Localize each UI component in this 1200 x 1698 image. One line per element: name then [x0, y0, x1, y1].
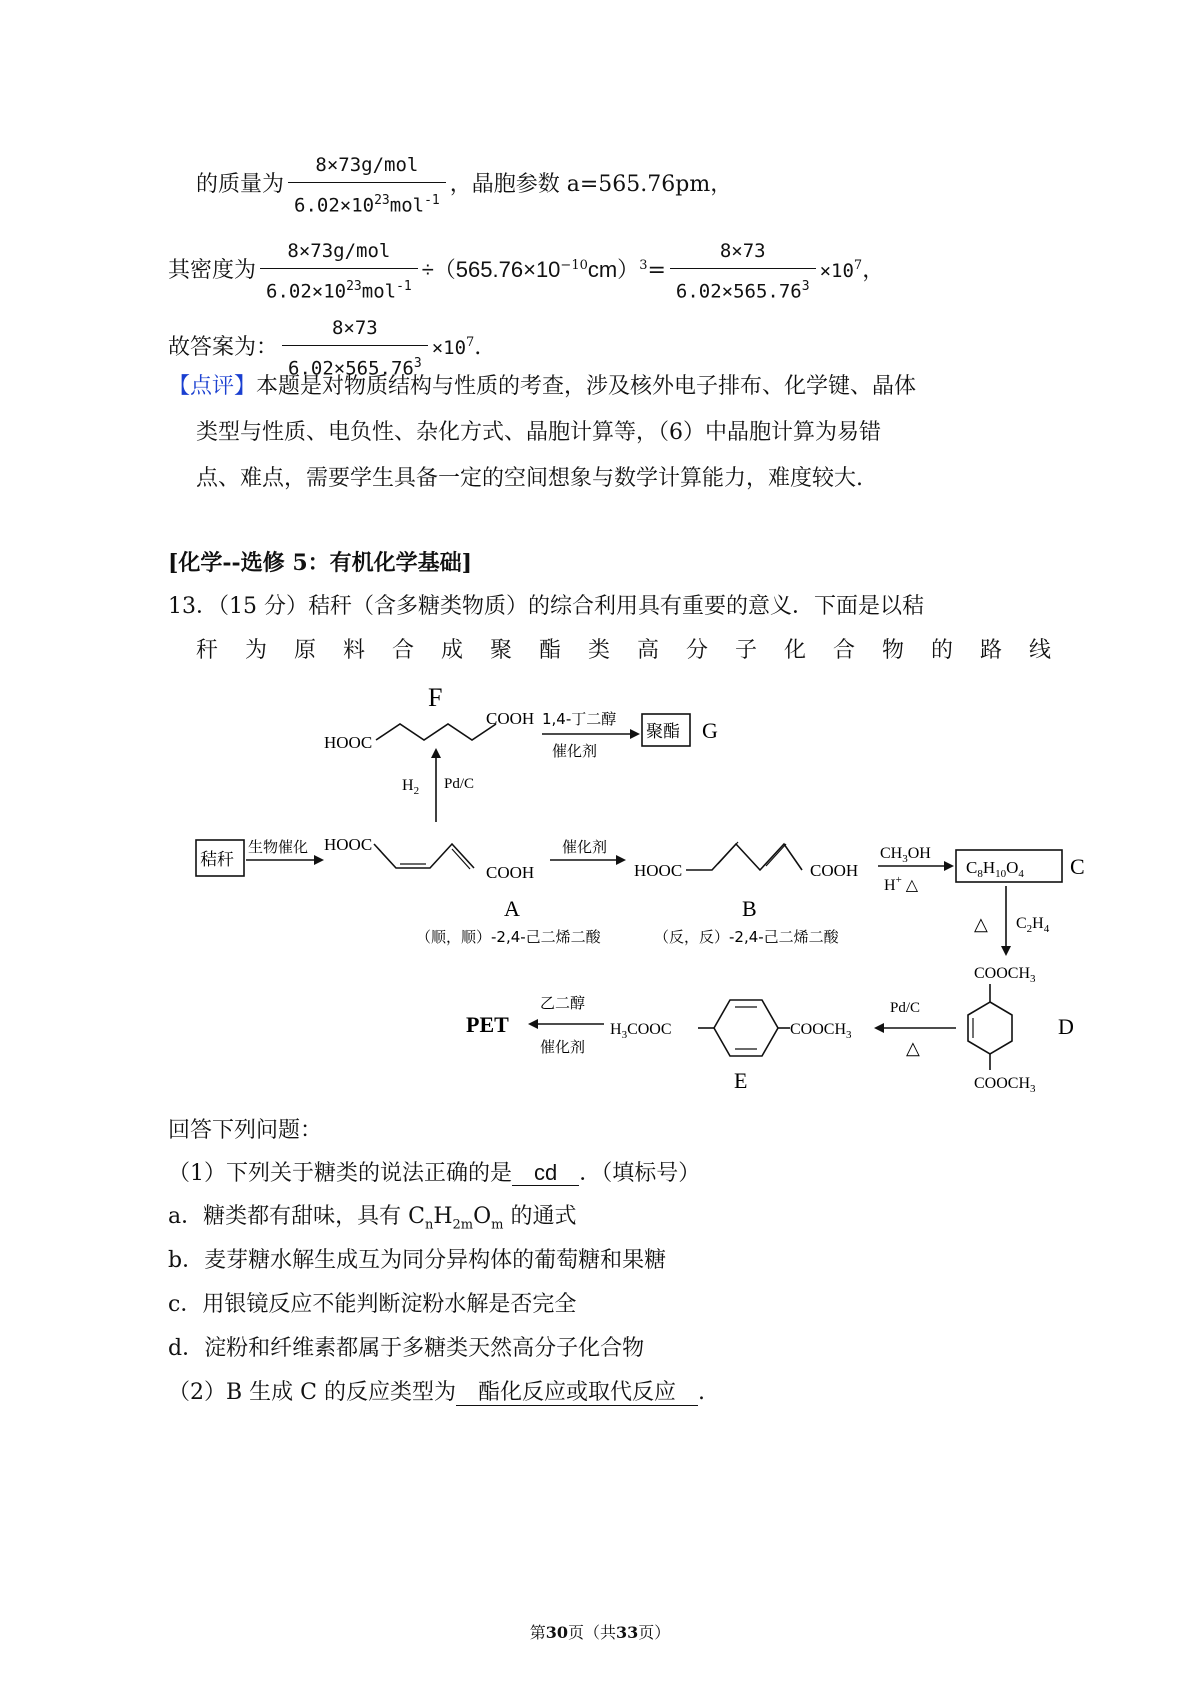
option-a — [168, 1202, 577, 1240]
mass-den-exp: 23 — [374, 193, 390, 208]
density-mid-b: cm） — [587, 257, 640, 283]
mass-prefix: 的质量为 — [196, 172, 285, 198]
scheme-g-label: G — [702, 718, 718, 743]
option-c: c．用银镜反应不能判断淀粉水解是否完全 — [168, 1292, 577, 1317]
scheme-b-double-2 — [766, 844, 786, 866]
question-intro: 回答下列问题： — [168, 1118, 323, 1143]
scheme-catalyst-2: 催化剂 — [562, 838, 608, 856]
option-a-suffix: 的通式 — [503, 1204, 577, 1229]
scheme-bio-arrow-head — [314, 855, 324, 865]
q2-prefix: （2）B 生成 C 的反应类型为 — [168, 1380, 456, 1405]
scheme-a-right: COOH — [486, 863, 535, 882]
scheme-meoh-a: CH — [880, 845, 903, 862]
page-footer — [0, 1620, 1200, 1643]
scheme-c-label: C — [1070, 854, 1085, 879]
scheme-pet-arrow-head — [528, 1019, 538, 1029]
scheme-delta-2: △ — [974, 914, 988, 934]
section-title: [化学--选修 5：有机化学基础] — [168, 550, 473, 576]
scheme-delta-3: △ — [906, 1038, 920, 1058]
q1-prefix: （1）下列关于糖类的说法正确的是 — [168, 1161, 512, 1186]
density-answer-fraction — [670, 236, 816, 306]
scheme-d-bottom-a: COOCH — [974, 1075, 1031, 1092]
scheme-meoh-arrow-head — [944, 861, 954, 871]
answer-num: 8×73 — [282, 313, 428, 346]
scheme-ethylene-sub1: 2 — [1026, 923, 1033, 935]
density-numerator: 8×73g/mol — [260, 236, 418, 269]
q2-line — [168, 1378, 705, 1408]
q2-answer: 酯化反应或取代反应 — [456, 1380, 698, 1406]
density-times-ten: ×10 — [819, 260, 854, 283]
scheme-e-left-sub: 3 — [621, 1029, 628, 1041]
answer-den-exp: 3 — [413, 356, 422, 371]
footer-c: 页） — [638, 1623, 671, 1642]
scheme-catalyst-3: 催化剂 — [540, 1038, 586, 1056]
scheme-hplus-a: H — [884, 877, 896, 894]
density-den-a: 6.02×10 — [266, 280, 347, 303]
scheme-c-d-arrow-head — [1001, 946, 1011, 956]
scheme-h2-sub: 2 — [413, 785, 420, 797]
mass-fraction — [288, 150, 446, 220]
scheme-polyester: 聚酯 — [646, 722, 680, 742]
scheme-c-sub1: 8 — [977, 868, 983, 880]
scheme-b-chain — [686, 844, 802, 870]
scheme-a-name: （顺，顺）-2,4-己二烯二酸 — [416, 928, 601, 946]
density-fraction — [260, 236, 418, 306]
answer-den-a: 6.02×565.76 — [288, 357, 414, 380]
q1-line — [168, 1158, 700, 1189]
density-mid-exp: −10 — [560, 257, 588, 273]
q1-answer: cd — [512, 1160, 579, 1186]
q2-suffix: . — [698, 1380, 705, 1405]
density-prefix: 其密度为 — [168, 258, 257, 284]
scheme-ethylene-a: C — [1016, 915, 1027, 932]
scheme-f-arrow-head — [630, 729, 640, 739]
question-line-1: 13．（15 分）秸秆（含多糖类物质）的综合利用具有重要的意义．下面是以秸 — [168, 594, 924, 619]
answer-times-ten-exp: 7 — [466, 334, 475, 350]
mass-line — [196, 150, 732, 220]
scheme-straw: 秸秆 — [200, 850, 234, 870]
scheme-delta-1: △ — [905, 877, 919, 894]
scheme-a-label: A — [504, 896, 520, 921]
scheme-bio: 生物催化 — [248, 838, 309, 856]
scheme-c-sub2: 10 — [995, 868, 1007, 880]
scheme-meoh-b: OH — [907, 845, 931, 862]
q1-suffix: ．（填标号） — [579, 1161, 701, 1186]
comment-text-2: 类型与性质、电负性、杂化方式、晶胞计算等，（6）中晶胞计算为易错 — [196, 420, 881, 445]
density-times-ten-exp: 7 — [853, 257, 863, 273]
mass-suffix: ，晶胞参数 a=565.76pm， — [449, 172, 733, 198]
scheme-f-label: F — [428, 683, 443, 712]
scheme-d-e-arrow-head — [874, 1023, 884, 1033]
scheme-d-ring — [968, 1002, 1012, 1054]
scheme-meoh — [880, 845, 931, 865]
question-line-2: 秆为原料合成聚酯类高分子化合物的路线 — [196, 638, 1079, 663]
scheme-d-label: D — [1058, 1014, 1074, 1039]
scheme-b-left: HOOC — [634, 861, 683, 880]
scheme-h2-a: H — [402, 777, 414, 794]
option-d: d．淀粉和纤维素都属于多糖类天然高分子化合物 — [168, 1336, 645, 1361]
scheme-c-formula — [966, 858, 1024, 880]
scheme-glycol: 乙二醇 — [540, 994, 586, 1012]
scheme-e-right-a: COOCH — [790, 1021, 847, 1038]
mass-den-b: mol — [389, 194, 425, 217]
comment-text-3: 点、难点，需要学生具备一定的空间想象与数学计算能力，难度较大. — [196, 466, 863, 491]
scheme-e-label: E — [734, 1068, 748, 1093]
scheme-cat2-arrow-head — [616, 855, 626, 865]
scheme-e-left — [610, 1021, 672, 1041]
comment-line-1 — [168, 372, 916, 402]
scheme-d-top — [974, 965, 1036, 985]
footer-a: 第 — [529, 1623, 546, 1642]
comment-text-1: 本题是对物质结构与性质的考查，涉及核外电子排布、化学键、晶体 — [256, 374, 917, 399]
scheme-c-b: H — [982, 858, 996, 877]
option-a-n: n — [424, 1217, 434, 1233]
scheme-d-top-a: COOCH — [974, 965, 1031, 982]
scheme-a-left: HOOC — [324, 835, 373, 854]
scheme-b-right: COOH — [810, 861, 859, 880]
density-end: ， — [862, 258, 885, 284]
scheme-d-bottom — [974, 1075, 1036, 1095]
density-mid-exp3: 3 — [639, 257, 648, 273]
scheme-f-right: COOH — [486, 709, 535, 728]
footer-total: 33 — [616, 1623, 639, 1642]
comment-tag: 【点评】 — [168, 374, 257, 399]
option-a-2m: 2m — [452, 1217, 474, 1233]
density-mid: ÷（565.76×10 — [421, 257, 561, 283]
option-a-o: O — [473, 1204, 492, 1229]
scheme-b-double-1 — [718, 842, 738, 864]
density-ans-den-a: 6.02×565.76 — [675, 280, 802, 303]
footer-page: 30 — [545, 1623, 568, 1642]
answer-end: . — [474, 335, 482, 361]
mass-denominator — [288, 183, 446, 220]
scheme-d-top-sub: 3 — [1030, 973, 1036, 985]
scheme-ethylene — [1016, 915, 1050, 935]
density-ans-den-exp: 3 — [801, 279, 810, 294]
option-a-prefix: a．糖类都有甜味，具有 C — [168, 1204, 425, 1229]
density-eq: = — [647, 258, 666, 284]
scheme-hplus-sup: + — [895, 874, 902, 886]
answer-times-ten: ×10 — [431, 337, 467, 360]
option-a-m: m — [491, 1217, 504, 1233]
mass-numerator: 8×73g/mol — [288, 150, 446, 183]
scheme-e-ring — [714, 1000, 778, 1056]
scheme-e-right — [790, 1021, 852, 1041]
scheme-e-right-sub: 3 — [846, 1029, 852, 1041]
reaction-scheme — [190, 672, 1110, 1102]
option-b: b．麦芽糖水解生成互为同分异构体的葡萄糖和果糖 — [168, 1248, 667, 1273]
scheme-b-name: （反，反）-2,4-己二烯二酸 — [654, 928, 839, 946]
answer-prefix: 故答案为： — [168, 335, 279, 361]
scheme-ethylene-b: H — [1032, 915, 1044, 932]
scheme-meoh-sub: 3 — [902, 853, 908, 865]
scheme-e-left-b: COOC — [627, 1021, 672, 1038]
mass-den-a: 6.02×10 — [294, 194, 375, 217]
scheme-a-double-2 — [452, 849, 470, 869]
footer-b: 页（共 — [567, 1623, 616, 1642]
scheme-f-left: HOOC — [324, 733, 373, 752]
scheme-c-c: O — [1006, 858, 1019, 877]
scheme-e-left-a: H — [610, 1021, 622, 1038]
scheme-b-label: B — [742, 896, 757, 921]
scheme-c-sub3: 4 — [1018, 868, 1024, 880]
density-den-b: mol — [361, 280, 397, 303]
scheme-pdc-1: Pd/C — [444, 776, 475, 792]
mass-den-exp2: -1 — [424, 193, 440, 208]
density-denominator — [260, 269, 418, 306]
scheme-d-bottom-sub: 3 — [1030, 1083, 1036, 1095]
scheme-h2 — [402, 777, 419, 797]
scheme-ethylene-sub2: 4 — [1043, 923, 1050, 935]
scheme-pet: PET — [466, 1012, 509, 1037]
scheme-h2-arrow-head — [431, 748, 441, 758]
density-ans-num: 8×73 — [670, 236, 816, 269]
density-line — [168, 236, 884, 306]
option-a-h: H — [433, 1204, 453, 1229]
scheme-pdc-2: Pd/C — [890, 1000, 921, 1016]
scheme-butanediol: 1,4-丁二醇 — [542, 710, 617, 728]
scheme-catalyst-1: 催化剂 — [552, 742, 598, 760]
scheme-c-a: C — [966, 858, 978, 877]
scheme-hplus — [884, 874, 919, 894]
scheme-f-chain — [376, 724, 496, 740]
density-den-exp2: -1 — [396, 279, 412, 294]
density-ans-den — [670, 269, 816, 306]
density-den-exp: 23 — [346, 279, 362, 294]
